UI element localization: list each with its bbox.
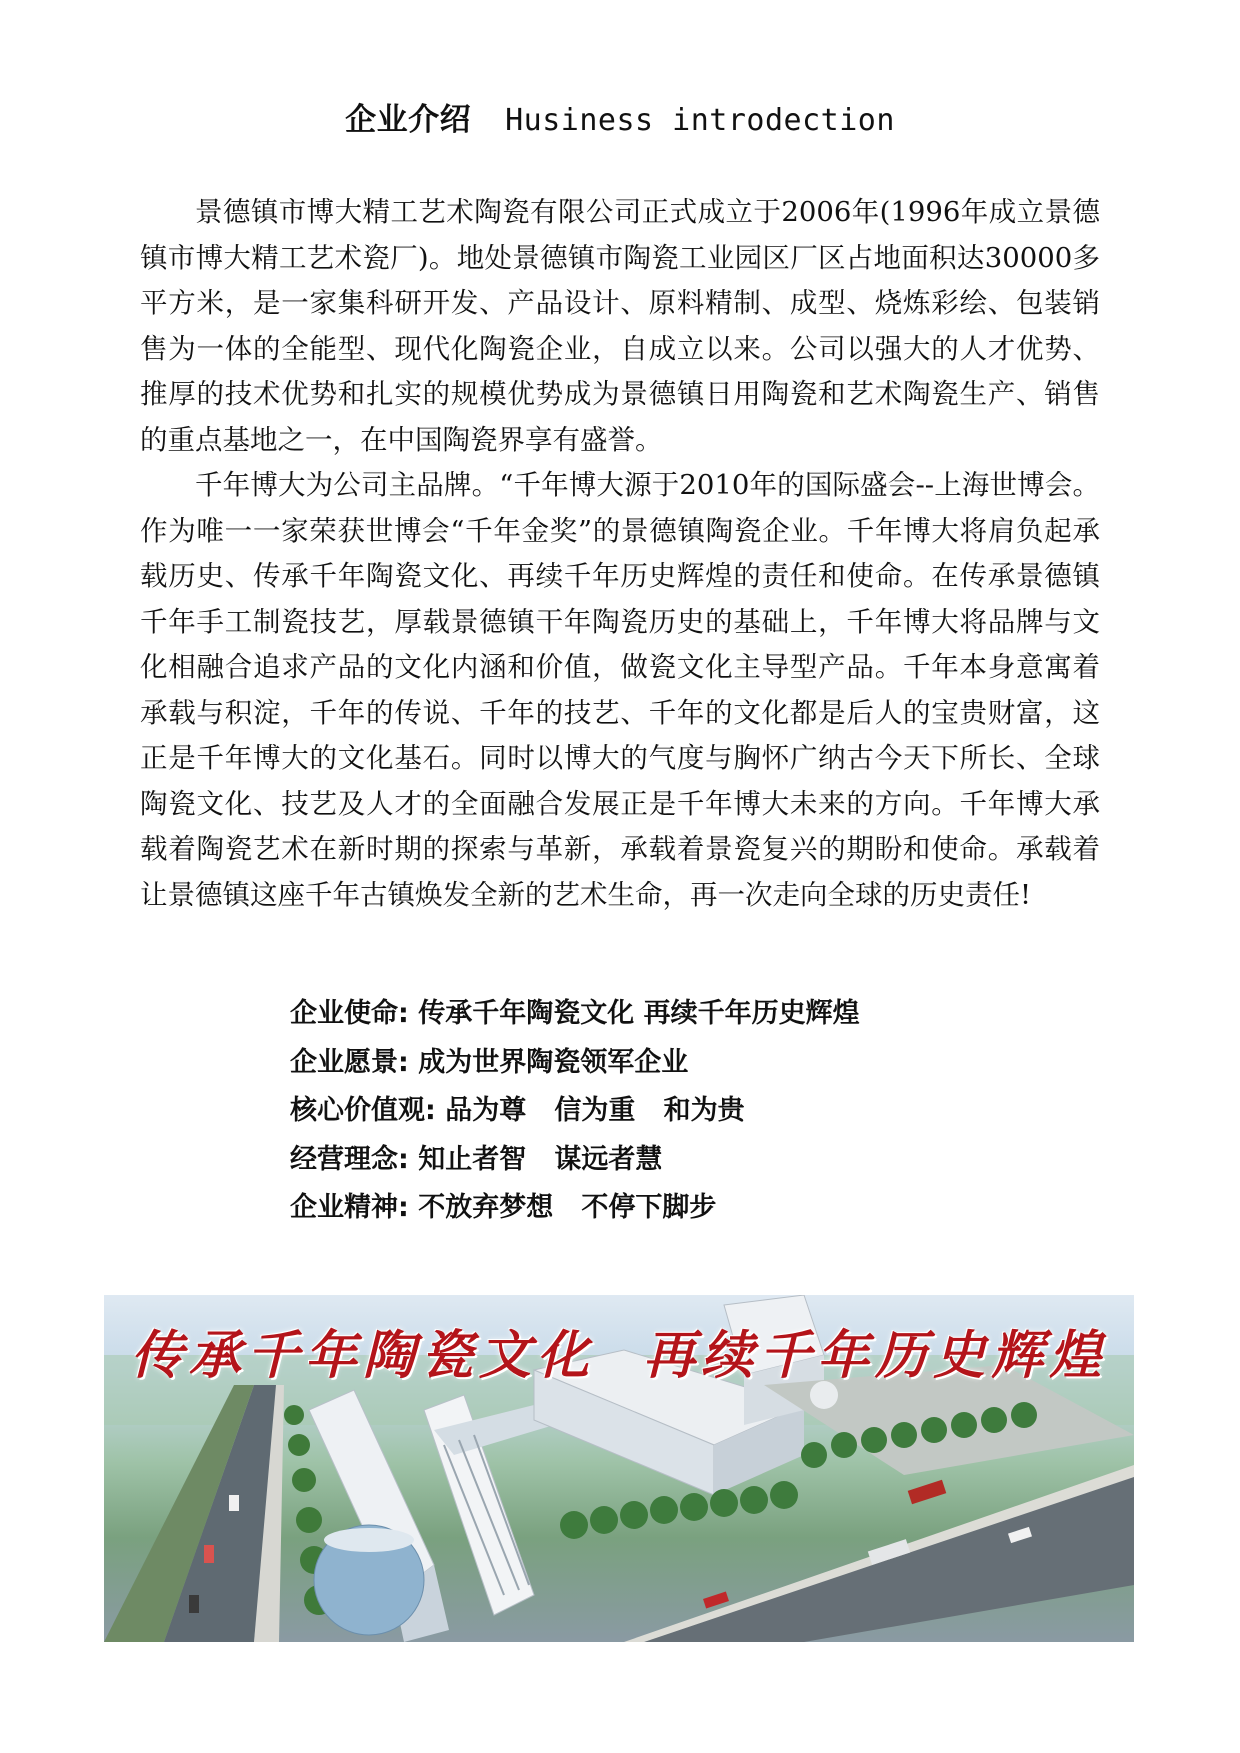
title-english: Husiness introdection	[505, 103, 895, 138]
value-philosophy: 经营理念: 知止者智 谋远者慧	[290, 1143, 663, 1175]
company-introduction	[140, 190, 1100, 918]
banner-slogan: 传承千年陶瓷文化 再续千年历史辉煌	[130, 1325, 1108, 1386]
value-mission: 企业使命: 传承千年陶瓷文化 再续千年历史辉煌	[290, 998, 860, 1029]
factory-banner-image	[104, 1295, 1134, 1642]
title-chinese: 企业介绍	[345, 102, 472, 138]
value-core: 核心价值观: 品为尊 信为重 和为贵	[290, 1095, 745, 1126]
corporate-values	[290, 990, 1050, 1233]
intro-paragraph-1: 景德镇市博大精工艺术陶瓷有限公司正式成立于2006年(1996年成立景德镇市博大精工艺术瓷厂)。地处景德镇市陶瓷工业园区厂区占地面积达30000多平方米，是一家集科研开发、产品设计、原料精制、成型、烧炼彩绘、包装销售为一体的全能型、现代化陶瓷企业，自成立以来。公司以强大的人才优势、推厚的技术优势和扎实的规模优势成为景德镇日用陶瓷和艺术陶瓷生产、销售的重点基地之一，在中国陶瓷界享有盛誉。	[140, 196, 1100, 456]
intro-paragraph-2: 千年博大为公司主品牌。“千年博大源于2010年的国际盛会--上海世博会。作为唯一一家荣获世博会“千年金奖”的景德镇陶瓷企业。千年博大将肩负起承载历史、传承千年陶瓷文化、再续千年历史辉煌的责任和使命。在传承景德镇千年手工制瓷技艺，厚载景德镇干年陶瓷历史的基础上，千年博大将品牌与文化相融合追求产品的文化内涵和价值，做瓷文化主导型产品。千年本身意寓着承载与积淀，千年的传说、千年的技艺、千年的文化都是后人的宝贵财富，这正是千年博大的文化基石。同时以博大的气度与胸怀广纳古今天下所长、全球陶瓷文化、技艺及人才的全面融合发展正是千年博大未来的方向。千年博大承载着陶瓷艺术在新时期的探索与革新，承载着景瓷复兴的期盼和使命。承载着让景德镇这座千年古镇焕发全新的艺术生命，再一次走向全球的历史责任!	[140, 469, 1100, 911]
value-vision: 企业愿景: 成为世界陶瓷领军企业	[290, 1046, 689, 1078]
value-spirit: 企业精神: 不放弃梦想 不停下脚步	[290, 1192, 717, 1223]
page-title	[0, 100, 1240, 141]
